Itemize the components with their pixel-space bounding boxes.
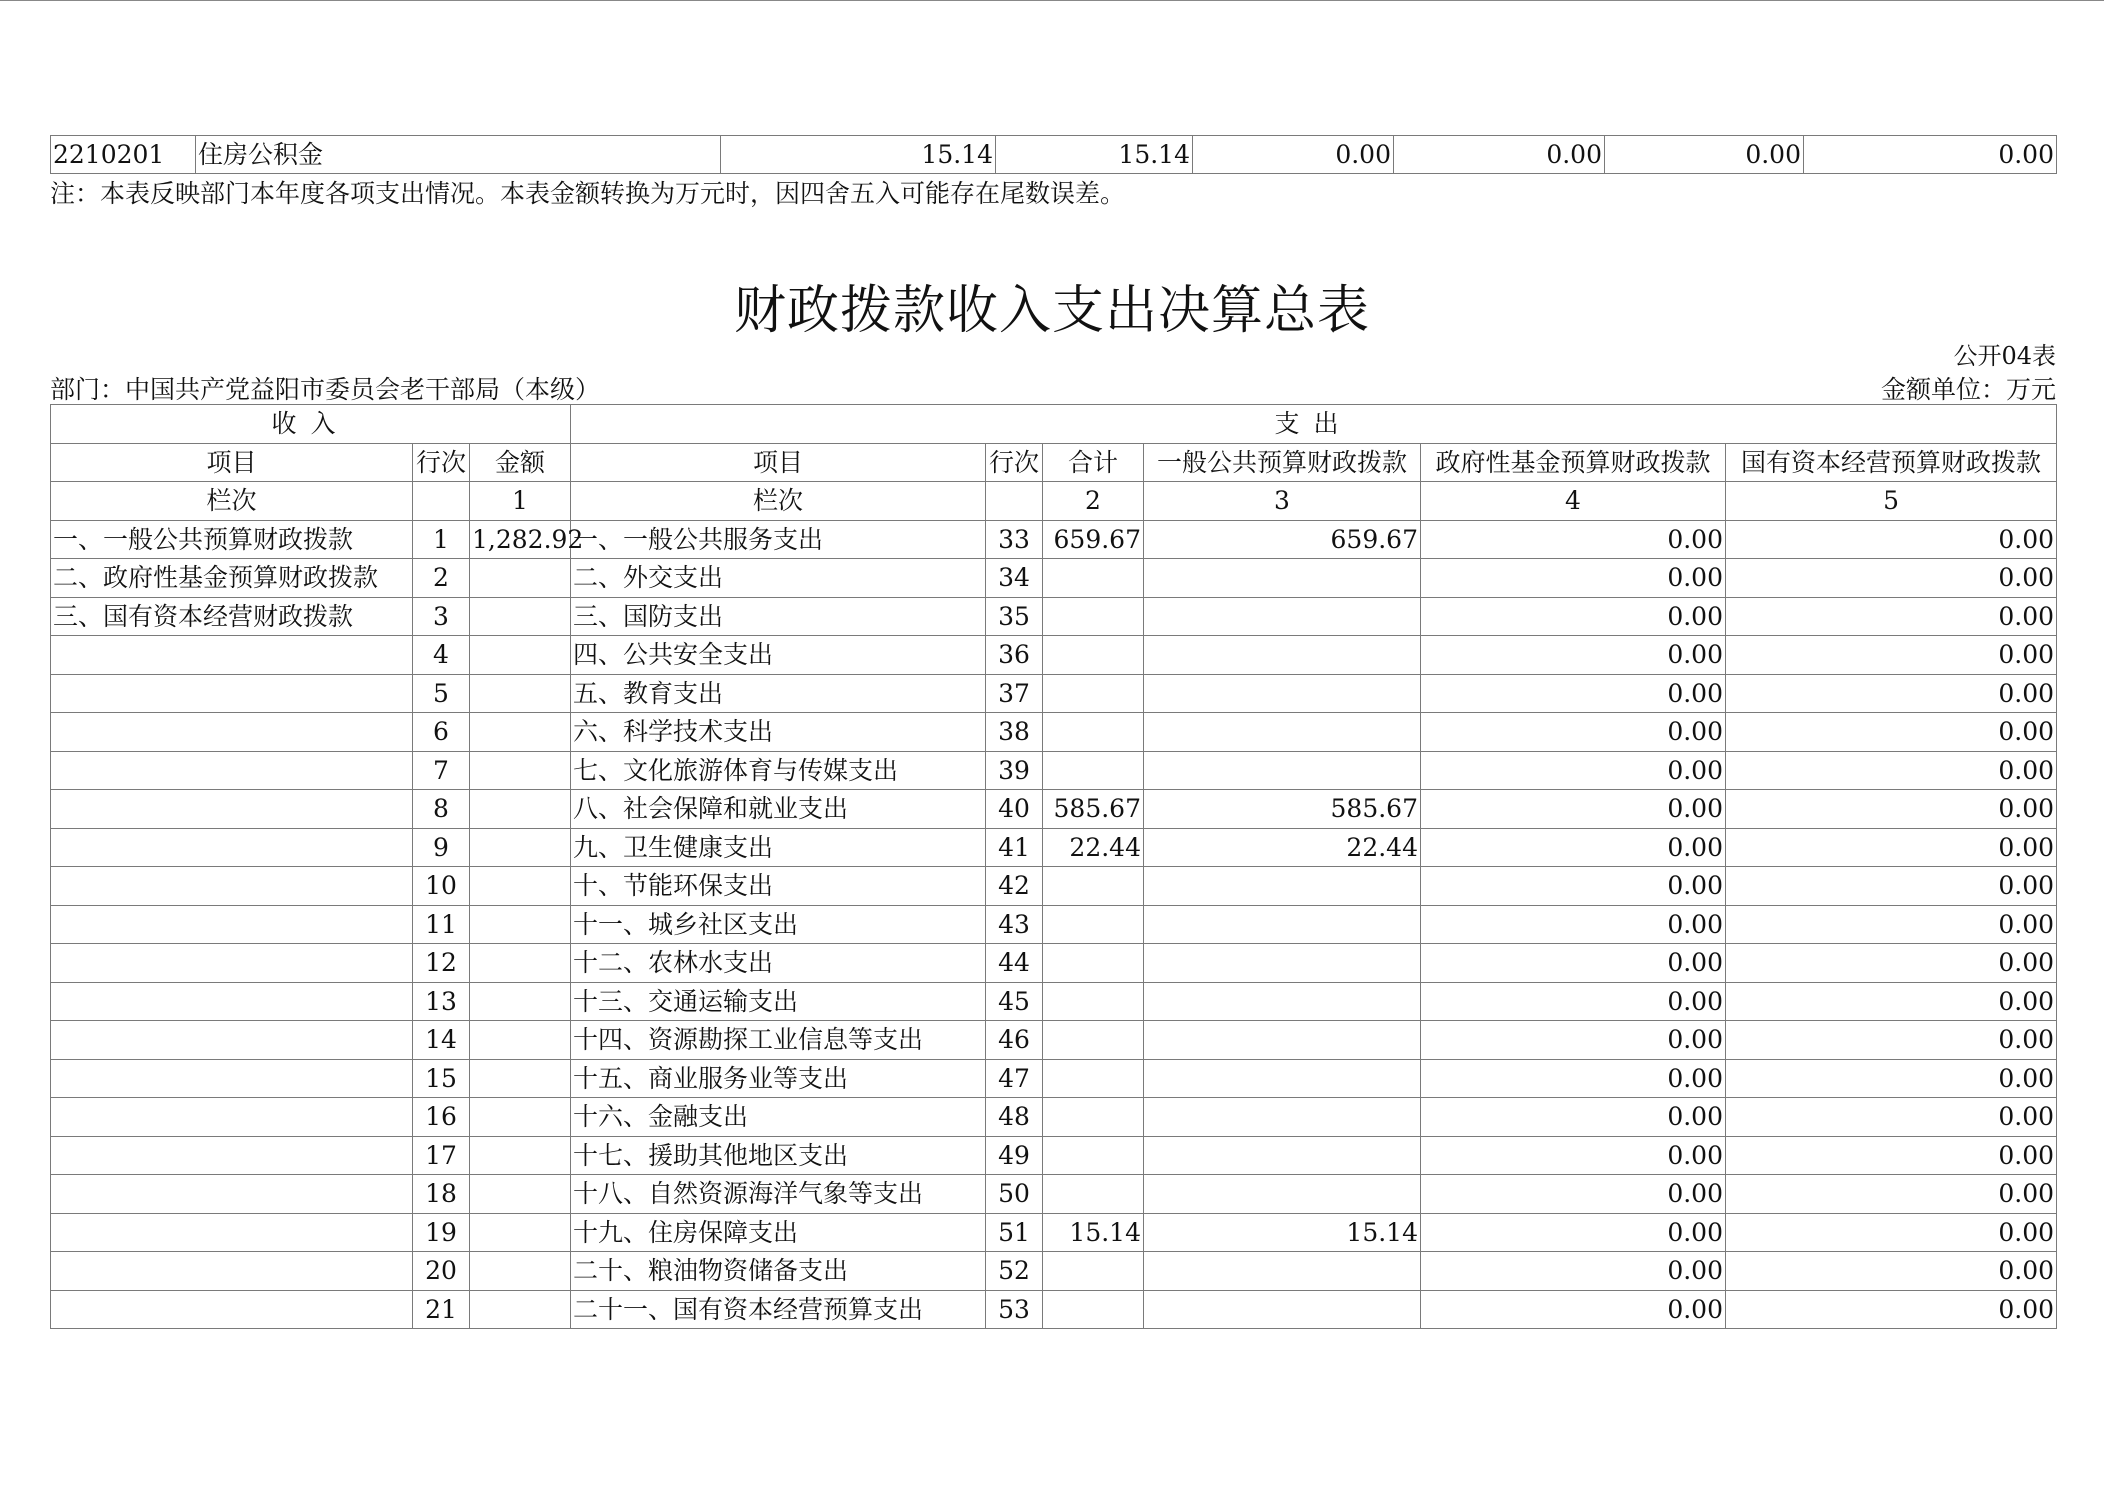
empty-cell <box>413 482 470 521</box>
fund-budget-amount: 0.00 <box>1421 828 1726 867</box>
income-amount <box>470 1213 571 1252</box>
expense-row-number: 46 <box>986 1021 1043 1060</box>
expense-item: 四、公共安全支出 <box>571 636 986 675</box>
expense-item: 五、教育支出 <box>571 674 986 713</box>
table-row <box>51 790 2057 829</box>
form-number: 公开04表 <box>1953 342 2056 370</box>
income-item <box>51 790 413 829</box>
page-title: 财政拨款收入支出决算总表 <box>733 281 1370 341</box>
expense-row-number: 47 <box>986 1059 1043 1098</box>
fund-budget-amount: 0.00 <box>1421 751 1726 790</box>
income-amount <box>470 636 571 675</box>
state-capital-amount: 0.00 <box>1726 520 2057 559</box>
expense-row-number: 36 <box>986 636 1043 675</box>
expense-row-number: 52 <box>986 1252 1043 1291</box>
income-amount <box>470 751 571 790</box>
prev-name: 住房公积金 <box>196 136 721 174</box>
general-budget-amount <box>1144 674 1421 713</box>
income-amount <box>470 597 571 636</box>
table-row <box>51 1059 2057 1098</box>
total-amount <box>1043 713 1144 752</box>
income-item <box>51 1136 413 1175</box>
expense-row-number: 45 <box>986 982 1043 1021</box>
expense-item: 八、社会保障和就业支出 <box>571 790 986 829</box>
table-row <box>51 982 2057 1021</box>
general-budget-amount <box>1144 1175 1421 1214</box>
state-capital-amount: 0.00 <box>1726 790 2057 829</box>
general-budget-amount <box>1144 597 1421 636</box>
income-item <box>51 867 413 906</box>
table-row <box>51 1021 2057 1060</box>
expense-item: 六、科学技术支出 <box>571 713 986 752</box>
total-amount <box>1043 559 1144 598</box>
column-index-row <box>51 482 2057 521</box>
prev-value: 15.14 <box>996 136 1193 174</box>
table-row <box>51 867 2057 906</box>
expense-row-number: 35 <box>986 597 1043 636</box>
header-row <box>51 443 2057 482</box>
income-row-number: 1 <box>413 520 470 559</box>
prev-value: 0.00 <box>1804 136 2057 174</box>
income-amount <box>470 1136 571 1175</box>
income-item <box>51 1098 413 1137</box>
table-row <box>51 1136 2057 1175</box>
expense-item: 十八、自然资源海洋气象等支出 <box>571 1175 986 1214</box>
fund-budget-amount: 0.00 <box>1421 867 1726 906</box>
table-row <box>51 905 2057 944</box>
general-budget-amount: 585.67 <box>1144 790 1421 829</box>
income-row-number: 21 <box>413 1290 470 1329</box>
prev-value: 0.00 <box>1394 136 1605 174</box>
income-row-number: 5 <box>413 674 470 713</box>
general-budget-amount <box>1144 559 1421 598</box>
total-amount <box>1043 867 1144 906</box>
empty-cell <box>986 482 1043 521</box>
income-item <box>51 828 413 867</box>
income-item <box>51 1059 413 1098</box>
general-budget-amount <box>1144 1136 1421 1175</box>
income-amount <box>470 1290 571 1329</box>
total-amount <box>1043 1021 1144 1060</box>
general-budget-amount <box>1144 944 1421 983</box>
total-amount <box>1043 636 1144 675</box>
col-index: 3 <box>1144 482 1421 521</box>
fund-budget-amount: 0.00 <box>1421 559 1726 598</box>
col-index: 4 <box>1421 482 1726 521</box>
expense-row-number: 38 <box>986 713 1043 752</box>
total-amount: 22.44 <box>1043 828 1144 867</box>
income-row-number: 2 <box>413 559 470 598</box>
income-item <box>51 674 413 713</box>
expense-row-number: 50 <box>986 1175 1043 1214</box>
lanci-label: 栏次 <box>51 482 413 521</box>
expense-item: 十二、农林水支出 <box>571 944 986 983</box>
general-budget-amount <box>1144 1290 1421 1329</box>
income-item <box>51 713 413 752</box>
total-amount <box>1043 982 1144 1021</box>
expense-row-number: 43 <box>986 905 1043 944</box>
general-budget-amount <box>1144 636 1421 675</box>
expense-item: 九、卫生健康支出 <box>571 828 986 867</box>
income-rowno-header: 行次 <box>413 443 470 482</box>
expense-row-number: 39 <box>986 751 1043 790</box>
income-row-number: 18 <box>413 1175 470 1214</box>
fund-budget-amount: 0.00 <box>1421 790 1726 829</box>
total-amount <box>1043 1290 1144 1329</box>
income-item <box>51 636 413 675</box>
total-amount: 585.67 <box>1043 790 1144 829</box>
page-top-border <box>0 0 2104 1</box>
fund-budget-amount: 0.00 <box>1421 1136 1726 1175</box>
table-row <box>51 828 2057 867</box>
table-row <box>51 636 2057 675</box>
col-index: 1 <box>470 482 571 521</box>
total-amount <box>1043 944 1144 983</box>
expense-row-number: 42 <box>986 867 1043 906</box>
state-capital-amount: 0.00 <box>1726 751 2057 790</box>
state-capital-amount: 0.00 <box>1726 905 2057 944</box>
state-capital-amount: 0.00 <box>1726 1175 2057 1214</box>
table-row <box>51 1290 2057 1329</box>
fund-budget-header: 政府性基金预算财政拨款 <box>1421 443 1726 482</box>
income-amount-header: 金额 <box>470 443 571 482</box>
fund-budget-amount: 0.00 <box>1421 1252 1726 1291</box>
table-row <box>51 944 2057 983</box>
expense-item-header: 项目 <box>571 443 986 482</box>
state-capital-amount: 0.00 <box>1726 1059 2057 1098</box>
income-item <box>51 1175 413 1214</box>
fund-budget-amount: 0.00 <box>1421 674 1726 713</box>
state-capital-amount: 0.00 <box>1726 1213 2057 1252</box>
income-amount <box>470 867 571 906</box>
income-row-number: 13 <box>413 982 470 1021</box>
general-budget-amount: 659.67 <box>1144 520 1421 559</box>
general-budget-header: 一般公共预算财政拨款 <box>1144 443 1421 482</box>
state-capital-amount: 0.00 <box>1726 828 2057 867</box>
header-row <box>51 405 2057 444</box>
state-capital-amount: 0.00 <box>1726 636 2057 675</box>
expense-item: 七、文化旅游体育与传媒支出 <box>571 751 986 790</box>
total-amount: 659.67 <box>1043 520 1144 559</box>
expense-row-number: 37 <box>986 674 1043 713</box>
income-item: 三、国有资本经营财政拨款 <box>51 597 413 636</box>
income-item <box>51 1213 413 1252</box>
fund-budget-amount: 0.00 <box>1421 636 1726 675</box>
income-row-number: 6 <box>413 713 470 752</box>
table-row <box>51 713 2057 752</box>
expense-item: 十三、交通运输支出 <box>571 982 986 1021</box>
fund-budget-amount: 0.00 <box>1421 944 1726 983</box>
fund-budget-amount: 0.00 <box>1421 1059 1726 1098</box>
fund-budget-amount: 0.00 <box>1421 1021 1726 1060</box>
expense-item: 二十一、国有资本经营预算支出 <box>571 1290 986 1329</box>
total-amount <box>1043 1252 1144 1291</box>
income-header: 收入 <box>51 405 571 444</box>
expense-item: 十一、城乡社区支出 <box>571 905 986 944</box>
state-capital-amount: 0.00 <box>1726 982 2057 1021</box>
col-index: 2 <box>1043 482 1144 521</box>
expense-row-number: 53 <box>986 1290 1043 1329</box>
income-amount <box>470 674 571 713</box>
general-budget-amount <box>1144 1021 1421 1060</box>
expense-row-number: 51 <box>986 1213 1043 1252</box>
expense-row-number: 40 <box>986 790 1043 829</box>
general-budget-amount <box>1144 1098 1421 1137</box>
income-row-number: 15 <box>413 1059 470 1098</box>
expense-item: 一、一般公共服务支出 <box>571 520 986 559</box>
income-row-number: 12 <box>413 944 470 983</box>
state-capital-amount: 0.00 <box>1726 1136 2057 1175</box>
budget-summary-table <box>50 404 2057 1329</box>
income-amount <box>470 944 571 983</box>
general-budget-amount <box>1144 713 1421 752</box>
income-row-number: 7 <box>413 751 470 790</box>
total-amount <box>1043 1136 1144 1175</box>
expense-row-number: 34 <box>986 559 1043 598</box>
prev-value: 0.00 <box>1193 136 1394 174</box>
expense-row-number: 44 <box>986 944 1043 983</box>
expense-item: 十、节能环保支出 <box>571 867 986 906</box>
income-item <box>51 905 413 944</box>
prev-code: 2210201 <box>51 136 196 174</box>
total-amount <box>1043 905 1144 944</box>
prev-value: 0.00 <box>1605 136 1804 174</box>
income-amount <box>470 1021 571 1060</box>
income-amount <box>470 790 571 829</box>
income-amount <box>470 1098 571 1137</box>
table-row <box>51 1213 2057 1252</box>
income-row-number: 11 <box>413 905 470 944</box>
income-amount <box>470 828 571 867</box>
general-budget-amount: 15.14 <box>1144 1213 1421 1252</box>
income-item <box>51 1290 413 1329</box>
expense-header: 支出 <box>571 405 2057 444</box>
previous-table-row <box>50 135 2057 174</box>
expense-item: 十六、金融支出 <box>571 1098 986 1137</box>
income-item: 一、一般公共预算财政拨款 <box>51 520 413 559</box>
prev-value: 15.14 <box>721 136 996 174</box>
income-amount <box>470 713 571 752</box>
expense-row-number: 49 <box>986 1136 1043 1175</box>
income-amount <box>470 905 571 944</box>
fund-budget-amount: 0.00 <box>1421 520 1726 559</box>
general-budget-amount <box>1144 982 1421 1021</box>
expense-item: 十四、资源勘探工业信息等支出 <box>571 1021 986 1060</box>
lanci-label: 栏次 <box>571 482 986 521</box>
fund-budget-amount: 0.00 <box>1421 982 1726 1021</box>
fund-budget-amount: 0.00 <box>1421 1098 1726 1137</box>
expense-item: 二十、粮油物资储备支出 <box>571 1252 986 1291</box>
unit-label: 金额单位：万元 <box>1880 375 2056 404</box>
general-budget-amount <box>1144 905 1421 944</box>
income-item <box>51 1021 413 1060</box>
income-amount <box>470 1059 571 1098</box>
expense-item: 十七、援助其他地区支出 <box>571 1136 986 1175</box>
fund-budget-amount: 0.00 <box>1421 1290 1726 1329</box>
income-item <box>51 1252 413 1291</box>
total-amount <box>1043 1059 1144 1098</box>
col-index: 5 <box>1726 482 2057 521</box>
income-amount <box>470 1175 571 1214</box>
expense-item: 三、国防支出 <box>571 597 986 636</box>
expense-rowno-header: 行次 <box>986 443 1043 482</box>
income-row-number: 17 <box>413 1136 470 1175</box>
income-item-header: 项目 <box>51 443 413 482</box>
state-capital-amount: 0.00 <box>1726 1098 2057 1137</box>
income-row-number: 9 <box>413 828 470 867</box>
state-capital-amount: 0.00 <box>1726 1021 2057 1060</box>
expense-item: 十五、商业服务业等支出 <box>571 1059 986 1098</box>
income-amount <box>470 559 571 598</box>
general-budget-amount <box>1144 867 1421 906</box>
table-row <box>51 520 2057 559</box>
table-row <box>51 559 2057 598</box>
income-row-number: 20 <box>413 1252 470 1291</box>
income-item <box>51 944 413 983</box>
department-label: 部门：中国共产党益阳市委员会老干部局（本级） <box>50 375 601 404</box>
table-row <box>51 1098 2057 1137</box>
income-amount <box>470 982 571 1021</box>
income-row-number: 8 <box>413 790 470 829</box>
general-budget-amount <box>1144 751 1421 790</box>
fund-budget-amount: 0.00 <box>1421 1175 1726 1214</box>
table-row <box>51 674 2057 713</box>
expense-item: 十九、住房保障支出 <box>571 1213 986 1252</box>
table-row <box>51 1252 2057 1291</box>
income-item <box>51 982 413 1021</box>
expense-item: 二、外交支出 <box>571 559 986 598</box>
total-amount <box>1043 1175 1144 1214</box>
income-amount <box>470 1252 571 1291</box>
table-row <box>51 751 2057 790</box>
income-row-number: 3 <box>413 597 470 636</box>
income-row-number: 19 <box>413 1213 470 1252</box>
income-item: 二、政府性基金预算财政拨款 <box>51 559 413 598</box>
income-amount: 1,282.92 <box>470 520 571 559</box>
state-capital-header: 国有资本经营预算财政拨款 <box>1726 443 2057 482</box>
table-row <box>51 1175 2057 1214</box>
general-budget-amount: 22.44 <box>1144 828 1421 867</box>
income-item <box>51 751 413 790</box>
table-note: 注：本表反映部门本年度各项支出情况。本表金额转换为万元时，因四舍五入可能存在尾数误差。 <box>50 179 1126 208</box>
fund-budget-amount: 0.00 <box>1421 1213 1726 1252</box>
income-row-number: 16 <box>413 1098 470 1137</box>
expense-row-number: 33 <box>986 520 1043 559</box>
state-capital-amount: 0.00 <box>1726 713 2057 752</box>
total-amount: 15.14 <box>1043 1213 1144 1252</box>
table-row <box>51 136 2057 174</box>
state-capital-amount: 0.00 <box>1726 674 2057 713</box>
state-capital-amount: 0.00 <box>1726 597 2057 636</box>
expense-row-number: 48 <box>986 1098 1043 1137</box>
income-row-number: 14 <box>413 1021 470 1060</box>
general-budget-amount <box>1144 1059 1421 1098</box>
total-amount <box>1043 674 1144 713</box>
state-capital-amount: 0.00 <box>1726 944 2057 983</box>
fund-budget-amount: 0.00 <box>1421 713 1726 752</box>
income-row-number: 10 <box>413 867 470 906</box>
expense-row-number: 41 <box>986 828 1043 867</box>
total-header: 合计 <box>1043 443 1144 482</box>
state-capital-amount: 0.00 <box>1726 1290 2057 1329</box>
general-budget-amount <box>1144 1252 1421 1291</box>
total-amount <box>1043 597 1144 636</box>
total-amount <box>1043 751 1144 790</box>
total-amount <box>1043 1098 1144 1137</box>
state-capital-amount: 0.00 <box>1726 1252 2057 1291</box>
income-row-number: 4 <box>413 636 470 675</box>
state-capital-amount: 0.00 <box>1726 867 2057 906</box>
table-row <box>51 597 2057 636</box>
fund-budget-amount: 0.00 <box>1421 905 1726 944</box>
state-capital-amount: 0.00 <box>1726 559 2057 598</box>
fund-budget-amount: 0.00 <box>1421 597 1726 636</box>
